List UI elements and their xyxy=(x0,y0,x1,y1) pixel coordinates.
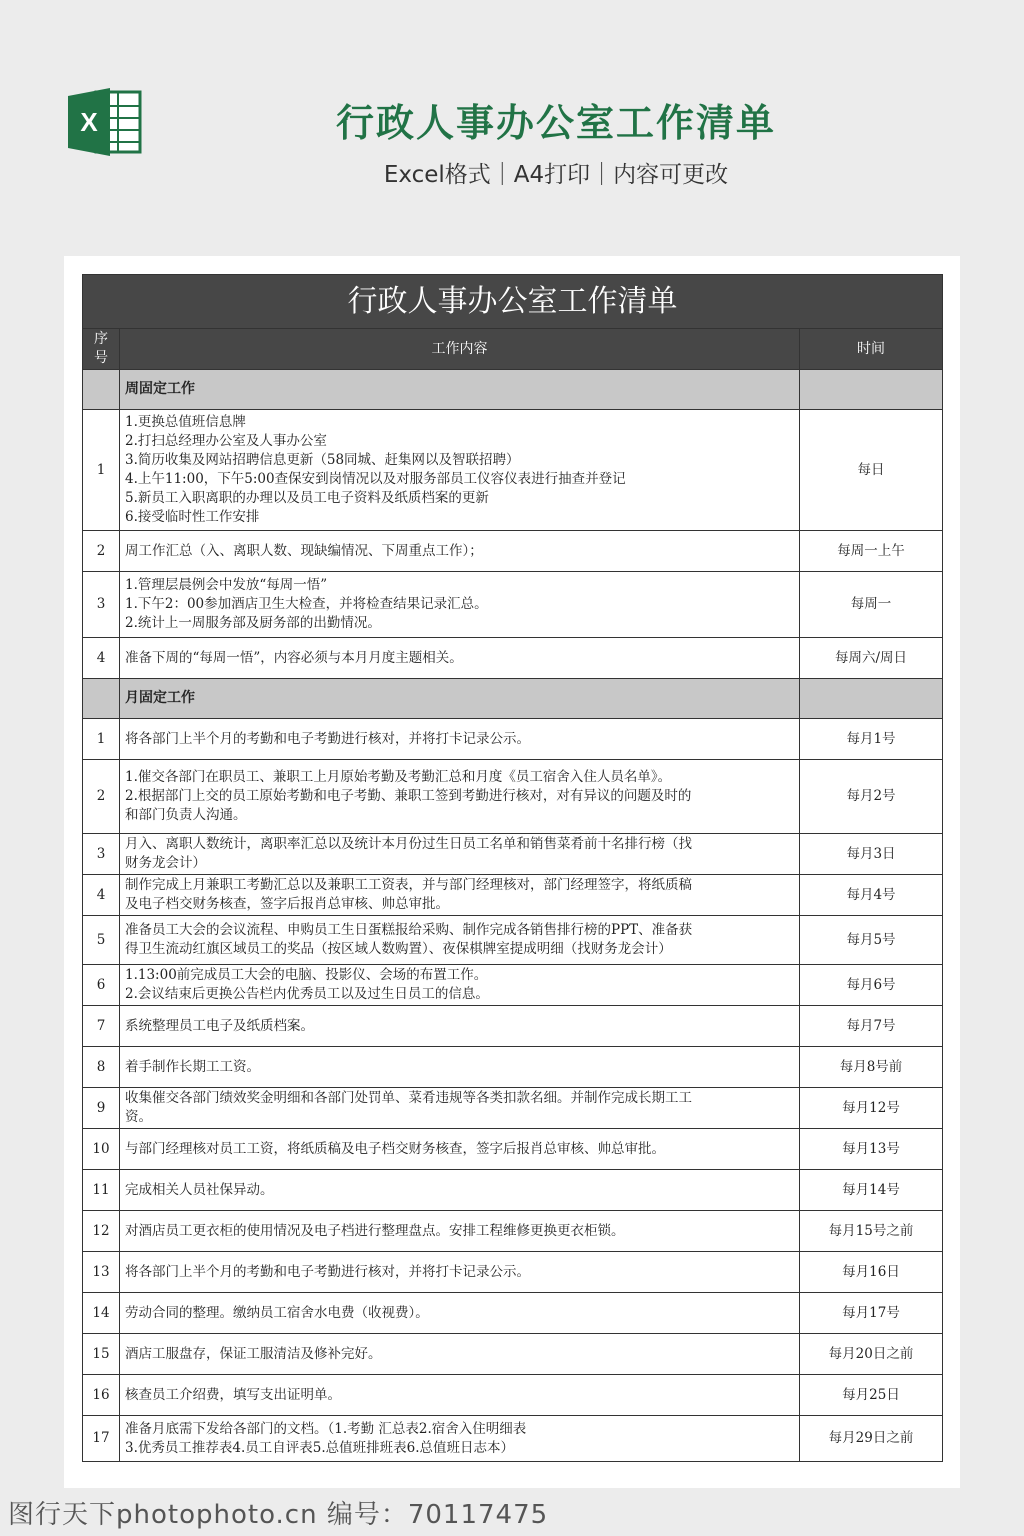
table-row xyxy=(83,1293,943,1334)
table-row xyxy=(83,1416,943,1462)
row-time: 每月5号 xyxy=(800,916,943,965)
row-time: 每月1号 xyxy=(800,719,943,760)
content-line: 将各部门上半个月的考勤和电子考勤进行核对，并将打卡记录公示。 xyxy=(125,730,530,747)
row-time: 每月14号 xyxy=(800,1170,943,1211)
page-title: 行政人事办公室工作清单 xyxy=(335,101,776,145)
table-row xyxy=(83,760,943,834)
row-number: 1 xyxy=(83,410,120,531)
section-title: 月固定工作 xyxy=(120,679,800,719)
row-content xyxy=(120,875,800,916)
section-number-cell xyxy=(83,679,120,719)
row-content xyxy=(120,531,800,572)
row-content xyxy=(120,1047,800,1088)
content-line: 3.优秀员工推荐表4.员工自评表5.总值班排班表6.总值班日志本） xyxy=(125,1439,515,1456)
row-content xyxy=(120,638,800,679)
table-row xyxy=(83,638,943,679)
row-number: 11 xyxy=(83,1170,120,1211)
content-line: 及电子档交财务核查，签字后报肖总审核、帅总审批。 xyxy=(125,896,449,912)
table-row xyxy=(83,1252,943,1293)
content-line: 月入、离职人数统计，离职率汇总以及统计本月份过生日员工名单和销售菜肴前十名排行榜（找 xyxy=(125,836,692,852)
section-time-cell xyxy=(800,370,943,410)
row-content xyxy=(120,572,800,638)
content-line: 收集催交各部门绩效奖金明细和各部门处罚单、菜肴违规等各类扣款名细。并制作完成长期工工 xyxy=(125,1090,692,1106)
row-number: 9 xyxy=(83,1088,120,1129)
row-content xyxy=(120,1416,800,1462)
content-line: 将各部门上半个月的考勤和电子考勤进行核对，并将打卡记录公示。 xyxy=(125,1263,530,1280)
content-line: 准备下周的“每周一悟”，内容必须与本月月度主题相关。 xyxy=(125,649,463,666)
row-time: 每月29日之前 xyxy=(800,1416,943,1462)
row-time: 每月8号前 xyxy=(800,1047,943,1088)
row-content xyxy=(120,1006,800,1047)
content-line: 2.会议结束后更换公告栏内优秀员工以及过生日员工的信息。 xyxy=(125,986,489,1002)
row-time: 每月12号 xyxy=(800,1088,943,1129)
content-line: 对酒店员工更衣柜的使用情况及电子档进行整理盘点。安排工程维修更换更衣柜锁。 xyxy=(125,1222,625,1239)
section-row xyxy=(83,370,943,410)
content-line: 准备月底需下发给各部门的文档。（1.考勤 汇总表2.宿舍入住明细表 xyxy=(125,1420,527,1437)
content-line: 财务龙会计） xyxy=(125,855,206,871)
table-row xyxy=(83,1375,943,1416)
table-row xyxy=(83,916,943,965)
content-line: 6.接受临时性工作安排 xyxy=(125,509,260,525)
row-time: 每月25日 xyxy=(800,1375,943,1416)
content-line: 2.统计上一周服务部及厨务部的出勤情况。 xyxy=(125,615,381,631)
row-content xyxy=(120,834,800,875)
content-line: 3.简历收集及网站招聘信息更新（58同城、赶集网以及智联招聘） xyxy=(125,452,520,468)
svg-text:X: X xyxy=(80,107,98,137)
content-line: 2.根据部门上交的员工原始考勤和电子考勤、兼职工签到考勤进行核对，对有异议的问题及时的 xyxy=(125,788,692,804)
content-line: 周工作汇总（入、离职人数、现缺编情况、下周重点工作）； xyxy=(125,542,483,559)
work-list-table xyxy=(82,274,943,1462)
content-line: 得卫生流动红旗区域员工的奖品（按区域人数购置）、夜保棋牌室提成明细（找财务龙会计） xyxy=(125,941,672,957)
table-row xyxy=(83,572,943,638)
content-line: 核查员工介绍费，填写支出证明单。 xyxy=(125,1386,341,1403)
row-content xyxy=(120,916,800,965)
content-line: 1.13:00前完成员工大会的电脑、投影仪、会场的布置工作。 xyxy=(125,967,488,983)
row-time: 每月16日 xyxy=(800,1252,943,1293)
content-line: 与部门经理核对员工工资，将纸质稿及电子档交财务核查，签字后报肖总审核、帅总审批。 xyxy=(125,1140,665,1157)
page-subtitle: Excel格式｜A4打印｜内容可更改 xyxy=(383,162,729,188)
row-number: 14 xyxy=(83,1293,120,1334)
row-time: 每周一上午 xyxy=(800,531,943,572)
row-number: 16 xyxy=(83,1375,120,1416)
content-line: 5.新员工入职离职的办理以及员工电子资料及纸质档案的更新 xyxy=(125,490,489,506)
content-line: 准备员工大会的会议流程、申购员工生日蛋糕报给采购、制作完成各销售排行榜的PPT、准备获 xyxy=(125,922,693,938)
row-time: 每月13号 xyxy=(800,1129,943,1170)
row-time: 每月17号 xyxy=(800,1293,943,1334)
content-line: 1.下午2：00参加酒店卫生大检查，并将检查结果记录汇总。 xyxy=(125,596,488,612)
row-content xyxy=(120,965,800,1006)
row-number: 13 xyxy=(83,1252,120,1293)
content-line: 和部门负责人沟通。 xyxy=(125,807,247,823)
section-time-cell xyxy=(800,679,943,719)
row-time: 每周一 xyxy=(800,572,943,638)
watermark: 图行天下photophoto.cn 编号：70117475 xyxy=(8,1500,549,1530)
content-line: 1.催交各部门在职员工、兼职工上月原始考勤及考勤汇总和月度《员工宿舍入住人员名单》。 xyxy=(125,769,672,785)
row-number: 8 xyxy=(83,1047,120,1088)
table-row xyxy=(83,965,943,1006)
content-line: 完成相关人员社保异动。 xyxy=(125,1181,274,1198)
table-row xyxy=(83,834,943,875)
column-header-time: 时间 xyxy=(800,329,943,370)
row-number: 2 xyxy=(83,760,120,834)
row-number: 15 xyxy=(83,1334,120,1375)
row-number: 2 xyxy=(83,531,120,572)
row-time: 每月7号 xyxy=(800,1006,943,1047)
content-line: 4.上午11:00，下午5:00查保安到岗情况以及对服务部员工仪容仪表进行抽查并登记 xyxy=(125,471,626,487)
row-time: 每日 xyxy=(800,410,943,531)
row-number: 3 xyxy=(83,572,120,638)
row-time: 每周六/周日 xyxy=(800,638,943,679)
row-number: 7 xyxy=(83,1006,120,1047)
row-time: 每月15号之前 xyxy=(800,1211,943,1252)
row-content xyxy=(120,719,800,760)
table-row xyxy=(83,1088,943,1129)
row-number: 12 xyxy=(83,1211,120,1252)
row-number: 4 xyxy=(83,638,120,679)
content-line: 着手制作长期工工资。 xyxy=(125,1058,260,1075)
table-row xyxy=(83,531,943,572)
row-time: 每月6号 xyxy=(800,965,943,1006)
table-row xyxy=(83,410,943,531)
row-content xyxy=(120,410,800,531)
row-time: 每月20日之前 xyxy=(800,1334,943,1375)
column-header-number: 序号 xyxy=(83,329,120,370)
row-content xyxy=(120,1088,800,1129)
row-content xyxy=(120,1252,800,1293)
table-row xyxy=(83,1211,943,1252)
table-row xyxy=(83,1129,943,1170)
table-row xyxy=(83,1334,943,1375)
row-content xyxy=(120,1129,800,1170)
row-number: 6 xyxy=(83,965,120,1006)
row-time: 每月2号 xyxy=(800,760,943,834)
row-content xyxy=(120,1293,800,1334)
table-row xyxy=(83,875,943,916)
column-header-content: 工作内容 xyxy=(120,329,800,370)
content-line: 1.更换总值班信息牌 xyxy=(125,414,246,430)
table-row xyxy=(83,1170,943,1211)
row-content xyxy=(120,1334,800,1375)
content-line: 2.打扫总经理办公室及人事办公室 xyxy=(125,433,327,449)
section-row xyxy=(83,679,943,719)
row-number: 3 xyxy=(83,834,120,875)
row-time: 每月3日 xyxy=(800,834,943,875)
row-number: 4 xyxy=(83,875,120,916)
row-content xyxy=(120,1211,800,1252)
row-number: 5 xyxy=(83,916,120,965)
table-row xyxy=(83,1047,943,1088)
table-row xyxy=(83,1006,943,1047)
content-line: 劳动合同的整理。缴纳员工宿舍水电费（收视费）。 xyxy=(125,1304,429,1321)
content-line: 制作完成上月兼职工考勤汇总以及兼职工工资表，并与部门经理核对，部门经理签字，将纸质稿 xyxy=(125,877,692,893)
content-line: 资。 xyxy=(125,1109,152,1125)
row-number: 10 xyxy=(83,1129,120,1170)
row-time: 每月4号 xyxy=(800,875,943,916)
table-row xyxy=(83,719,943,760)
content-line: 酒店工服盘存，保证工服清洁及修补完好。 xyxy=(125,1345,382,1362)
row-content xyxy=(120,760,800,834)
section-number-cell xyxy=(83,370,120,410)
row-content xyxy=(120,1375,800,1416)
row-number: 1 xyxy=(83,719,120,760)
section-title: 周固定工作 xyxy=(120,370,800,410)
row-number: 17 xyxy=(83,1416,120,1462)
content-line: 系统整理员工电子及纸质档案。 xyxy=(125,1017,314,1034)
content-line: 1.管理层晨例会中发放“每周一悟” xyxy=(125,577,328,593)
row-content xyxy=(120,1170,800,1211)
sheet-paper xyxy=(64,256,960,1488)
sheet-title: 行政人事办公室工作清单 xyxy=(83,275,943,329)
